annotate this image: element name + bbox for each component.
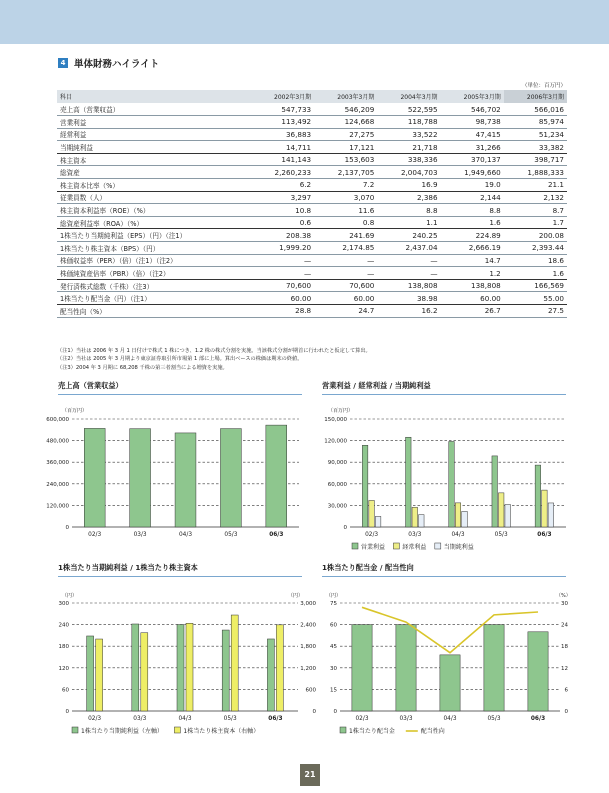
x-tick-label: 06/3 xyxy=(530,716,546,722)
table-cell: 55.00 xyxy=(504,292,567,305)
row-label: 発行済株式総数（千株）（注3） xyxy=(57,279,251,292)
table-cell: — xyxy=(314,254,377,267)
table-cell: 60.00 xyxy=(314,292,377,305)
row-label: 経常利益 xyxy=(57,128,251,141)
table-cell: 2,666.19 xyxy=(441,242,504,255)
bar-ordinary xyxy=(498,493,504,527)
legend-swatch xyxy=(340,727,346,733)
bar-eps xyxy=(222,630,229,711)
table-cell: 2,393.44 xyxy=(504,242,567,255)
row-label: 従業員数（人） xyxy=(57,191,251,204)
legend-swatch xyxy=(72,727,78,733)
x-tick-label: 06/3 xyxy=(537,532,552,538)
y-tick-label: 30,000 xyxy=(327,503,347,510)
table-header-cell: 科目 xyxy=(57,90,251,103)
table-cell: — xyxy=(314,267,377,280)
table-cell: 1.2 xyxy=(441,267,504,280)
bar-net xyxy=(419,515,425,527)
table-cell: 547,733 xyxy=(251,103,314,116)
y-tick-label-right: 1,200 xyxy=(300,665,316,672)
table-cell: 2,437.04 xyxy=(377,242,440,255)
table-cell: 2,004,703 xyxy=(377,166,440,179)
x-tick-label: 02/3 xyxy=(355,716,369,722)
y-tick-label-left: 180 xyxy=(58,644,69,651)
x-tick-label: 02/3 xyxy=(88,716,102,722)
bar-eps xyxy=(132,624,139,711)
row-label: 総資産利益率（ROA）（%） xyxy=(57,216,251,229)
bar-net xyxy=(462,511,468,527)
table-cell: 566,016 xyxy=(504,103,567,116)
table-cell: 38.98 xyxy=(377,292,440,305)
row-label: 総資産 xyxy=(57,166,251,179)
chart-title-dividend: 1株当たり配当金 / 配当性向 xyxy=(322,563,566,577)
footnote: （注3）2004 年 3 月期に 68,208 千株の第三者割当による増資を実施。 xyxy=(57,364,228,371)
footnote: （注2）当社は 2005 年 3 月期より東京証券取引所市場第 1 部に上場。算出ベースの株価は期末の終値。 xyxy=(57,356,303,363)
y-tick-label-left: 0 xyxy=(65,709,69,715)
bar-ordinary xyxy=(369,500,375,527)
table-cell: 546,209 xyxy=(314,103,377,116)
y-tick-label: 60,000 xyxy=(327,481,347,488)
page-number: 21 xyxy=(300,764,320,786)
y-tick-label-right: 3,000 xyxy=(300,601,316,607)
table-cell: — xyxy=(251,267,314,280)
table-cell: 21.1 xyxy=(504,179,567,192)
table-cell: 16.9 xyxy=(377,179,440,192)
bar-bps xyxy=(231,615,238,711)
row-label: 株価純資産倍率（PBR）（倍）（注2） xyxy=(57,267,251,280)
row-label: 売上高（営業収益） xyxy=(57,103,251,116)
table-cell: 18.6 xyxy=(504,254,567,267)
y-unit-label: （百万円） xyxy=(328,408,354,414)
bar-eps xyxy=(177,625,184,711)
table-cell: 124,668 xyxy=(314,116,377,129)
y-tick-label: 0 xyxy=(65,525,69,531)
row-label: 配当性向（%） xyxy=(57,305,251,318)
table-header-cell: 2003年3月期 xyxy=(314,90,377,103)
legend-label: 経常利益 xyxy=(402,544,427,551)
table-cell: 14.7 xyxy=(441,254,504,267)
y-tick-label-right: 600 xyxy=(305,687,316,694)
table-cell: — xyxy=(251,254,314,267)
x-tick-label: 04/3 xyxy=(451,532,465,538)
table-cell: 7.2 xyxy=(314,179,377,192)
legend-swatch xyxy=(352,543,358,549)
table-cell: 11.6 xyxy=(314,204,377,217)
y-tick-label-left: 120 xyxy=(58,665,69,672)
table-cell: 60.00 xyxy=(441,292,504,305)
table-cell: 8.7 xyxy=(504,204,567,217)
table-cell: 27,275 xyxy=(314,128,377,141)
table-cell: 3,297 xyxy=(251,191,314,204)
x-tick-label: 05/3 xyxy=(224,532,238,538)
x-tick-label: 06/3 xyxy=(268,716,283,722)
y-tick-label: 120,000 xyxy=(46,503,69,510)
chart-title-eps-bps: 1株当たり当期純利益 / 1株当たり株主資本 xyxy=(58,563,302,577)
legend-label: 当期純利益 xyxy=(443,544,474,551)
table-cell: 8.8 xyxy=(377,204,440,217)
unit-note: （単位：百万円） xyxy=(521,83,566,89)
table-cell: 1.7 xyxy=(504,216,567,229)
section-title: 単体財務ハイライト xyxy=(74,59,160,70)
table-cell: 31,266 xyxy=(441,141,504,154)
bar-net xyxy=(548,503,554,527)
legend-swatch xyxy=(174,727,180,733)
table-cell: 6.2 xyxy=(251,179,314,192)
table-header-cell: 2002年3月期 xyxy=(251,90,314,103)
table-cell: 153,603 xyxy=(314,153,377,166)
y-tick-label-right: 30 xyxy=(561,601,568,607)
bar xyxy=(130,429,151,527)
x-tick-label: 03/3 xyxy=(399,716,413,722)
y-tick-label: 0 xyxy=(343,525,347,531)
table-cell: 0.6 xyxy=(251,216,314,229)
y-tick-label-left: 60 xyxy=(330,622,337,629)
y-unit-label-right: （円） xyxy=(288,593,304,599)
y-tick-label-left: 60 xyxy=(62,687,69,694)
y-tick-label: 360,000 xyxy=(46,460,69,467)
table-cell: 36,883 xyxy=(251,128,314,141)
section-number-badge: 4 xyxy=(58,58,68,68)
legend-swatch xyxy=(393,543,399,549)
table-cell: 33,522 xyxy=(377,128,440,141)
bar-dividend xyxy=(396,625,416,711)
bar xyxy=(266,425,287,527)
legend-label: 1株当たり当期純利益（左軸） xyxy=(81,728,163,735)
table-cell: 200.08 xyxy=(504,229,567,242)
bar-eps xyxy=(267,639,274,711)
table-cell: 26.7 xyxy=(441,305,504,318)
payout-ratio-line xyxy=(362,607,538,652)
table-cell: 2,386 xyxy=(377,191,440,204)
table-cell: 370,137 xyxy=(441,153,504,166)
legend-swatch xyxy=(435,543,441,549)
row-label: 株価収益率（PER）（倍）（注1）（注2） xyxy=(57,254,251,267)
table-cell: 1,949,660 xyxy=(441,166,504,179)
y-unit-label: （百万円） xyxy=(62,408,88,414)
table-cell: 33,382 xyxy=(504,141,567,154)
table-cell: — xyxy=(377,267,440,280)
table-header-cell: 2005年3月期 xyxy=(441,90,504,103)
y-tick-label: 90,000 xyxy=(327,460,347,467)
table-cell: 21,718 xyxy=(377,141,440,154)
x-tick-label: 04/3 xyxy=(178,532,193,538)
table-cell: 2,137,705 xyxy=(314,166,377,179)
table-cell: 138,808 xyxy=(441,279,504,292)
y-tick-label-right: 18 xyxy=(561,644,568,651)
table-cell: 1,888,333 xyxy=(504,166,567,179)
bar-dividend xyxy=(440,655,460,711)
table-cell: 1.6 xyxy=(441,216,504,229)
table-cell: — xyxy=(377,254,440,267)
bar-operating xyxy=(535,465,541,527)
table-cell: 70,600 xyxy=(251,279,314,292)
table-cell: 60.00 xyxy=(251,292,314,305)
x-tick-label: 04/3 xyxy=(443,716,457,722)
y-unit-label-right: （%） xyxy=(556,593,571,599)
table-cell: 85,974 xyxy=(504,116,567,129)
row-label: 株主資本 xyxy=(57,153,251,166)
bar-ordinary xyxy=(542,490,548,527)
legend-label: 営業利益 xyxy=(361,544,386,551)
table-cell: 166,569 xyxy=(504,279,567,292)
x-tick-label: 06/3 xyxy=(269,532,284,538)
x-tick-label: 03/3 xyxy=(408,532,422,538)
y-tick-label-left: 300 xyxy=(58,601,69,607)
table-cell: 398,717 xyxy=(504,153,567,166)
y-tick-label-right: 0 xyxy=(312,709,316,715)
x-tick-label: 05/3 xyxy=(487,716,501,722)
bar-operating xyxy=(492,456,498,527)
table-cell: 546,702 xyxy=(441,103,504,116)
table-cell: 141,143 xyxy=(251,153,314,166)
bar-net xyxy=(375,516,381,527)
x-tick-label: 03/3 xyxy=(133,716,147,722)
table-cell: 16.2 xyxy=(377,305,440,318)
bar-operating xyxy=(406,437,412,527)
table-cell: 24.7 xyxy=(314,305,377,318)
x-tick-label: 05/3 xyxy=(494,532,508,538)
y-tick-label: 150,000 xyxy=(324,417,347,423)
table-cell: 28.8 xyxy=(251,305,314,318)
table-cell: 138,808 xyxy=(377,279,440,292)
y-tick-label: 600,000 xyxy=(46,417,69,423)
x-tick-label: 04/3 xyxy=(178,716,192,722)
table-cell: 2,174.85 xyxy=(314,242,377,255)
bar-dividend xyxy=(352,625,372,711)
table-cell: 0.8 xyxy=(314,216,377,229)
y-tick-label-left: 240 xyxy=(58,622,69,629)
x-tick-label: 05/3 xyxy=(223,716,237,722)
bar xyxy=(220,429,241,527)
y-tick-label-left: 45 xyxy=(330,644,337,651)
bar-eps xyxy=(87,636,94,711)
table-cell: 98,738 xyxy=(441,116,504,129)
row-label: 1株当たり株主資本（BPS）（円） xyxy=(57,242,251,255)
table-cell: 10.8 xyxy=(251,204,314,217)
bar-bps xyxy=(276,625,283,711)
bar-dividend xyxy=(484,625,504,711)
table-header-cell: 2004年3月期 xyxy=(377,90,440,103)
table-cell: 2,144 xyxy=(441,191,504,204)
table-cell: 27.5 xyxy=(504,305,567,318)
table-cell: 2,260,233 xyxy=(251,166,314,179)
legend-label: 1株当たり配当金 xyxy=(349,728,395,735)
table-cell: 51,234 xyxy=(504,128,567,141)
table-cell: 113,492 xyxy=(251,116,314,129)
bar-ordinary xyxy=(412,507,418,527)
y-tick-label-right: 24 xyxy=(561,622,568,629)
table-cell: 118,788 xyxy=(377,116,440,129)
bar-operating xyxy=(362,445,368,527)
bar xyxy=(175,433,196,527)
row-label: 当期純利益 xyxy=(57,141,251,154)
y-tick-label-right: 12 xyxy=(561,665,568,672)
y-tick-label: 240,000 xyxy=(46,481,69,488)
row-label: 営業利益 xyxy=(57,116,251,129)
row-label: 株主資本比率（%） xyxy=(57,179,251,192)
table-cell: 19.0 xyxy=(441,179,504,192)
y-tick-label: 120,000 xyxy=(324,438,347,445)
table-cell: 240.25 xyxy=(377,229,440,242)
table-cell: 17,121 xyxy=(314,141,377,154)
y-tick-label-left: 0 xyxy=(333,709,337,715)
row-label: 1株当たり当期純利益（EPS）（円）（注1） xyxy=(57,229,251,242)
y-tick-label: 480,000 xyxy=(46,438,69,445)
table-cell: 241.69 xyxy=(314,229,377,242)
table-cell: 208.38 xyxy=(251,229,314,242)
x-tick-label: 02/3 xyxy=(365,532,379,538)
bar-net xyxy=(505,504,511,527)
y-tick-label-left: 75 xyxy=(330,601,337,607)
table-cell: 8.8 xyxy=(441,204,504,217)
x-tick-label: 03/3 xyxy=(133,532,147,538)
y-tick-label-right: 2,400 xyxy=(300,622,316,629)
row-label: 株主資本利益率（ROE）（%） xyxy=(57,204,251,217)
table-cell: 1.6 xyxy=(504,267,567,280)
footnote: （注1）当社は 2006 年 3 月 1 日付けで株式 1 株につき、1.2 株の株式分割を実施。当該株式分割が期首に行われたと仮定して算出。 xyxy=(57,348,371,354)
legend-label: 配当性向 xyxy=(420,728,445,735)
chart-title-profits: 営業利益 / 経常利益 / 当期純利益 xyxy=(322,381,566,395)
x-tick-label: 02/3 xyxy=(88,532,102,538)
chart-title-sales: 売上高（営業収益） xyxy=(58,381,302,395)
legend-label: 1株当たり株主資本（右軸） xyxy=(183,728,260,735)
y-tick-label-right: 0 xyxy=(564,709,568,715)
table-cell: 70,600 xyxy=(314,279,377,292)
table-cell: 522,595 xyxy=(377,103,440,116)
y-tick-label-left: 30 xyxy=(330,665,337,672)
bar xyxy=(84,428,105,527)
bar-ordinary xyxy=(455,503,461,527)
bar-operating xyxy=(449,441,455,527)
table-header-cell: 2006年3月期 xyxy=(504,90,567,103)
bar-bps xyxy=(96,639,103,711)
table-cell: 224.89 xyxy=(441,229,504,242)
table-cell: 2,132 xyxy=(504,191,567,204)
table-cell: 14,711 xyxy=(251,141,314,154)
y-tick-label-left: 15 xyxy=(330,687,337,694)
bar-dividend xyxy=(528,632,548,711)
table-cell: 1,999.20 xyxy=(251,242,314,255)
bar-bps xyxy=(141,633,148,711)
table-cell: 47,415 xyxy=(441,128,504,141)
y-unit-label-left: （円） xyxy=(326,593,342,599)
y-tick-label-right: 6 xyxy=(564,687,568,694)
bar-bps xyxy=(186,623,193,711)
row-label: 1株当たり配当金（円）（注1） xyxy=(57,292,251,305)
table-cell: 3,070 xyxy=(314,191,377,204)
y-tick-label-right: 1,800 xyxy=(300,644,316,651)
table-cell: 1.1 xyxy=(377,216,440,229)
y-unit-label-left: （円） xyxy=(62,593,78,599)
table-cell: 338,336 xyxy=(377,153,440,166)
